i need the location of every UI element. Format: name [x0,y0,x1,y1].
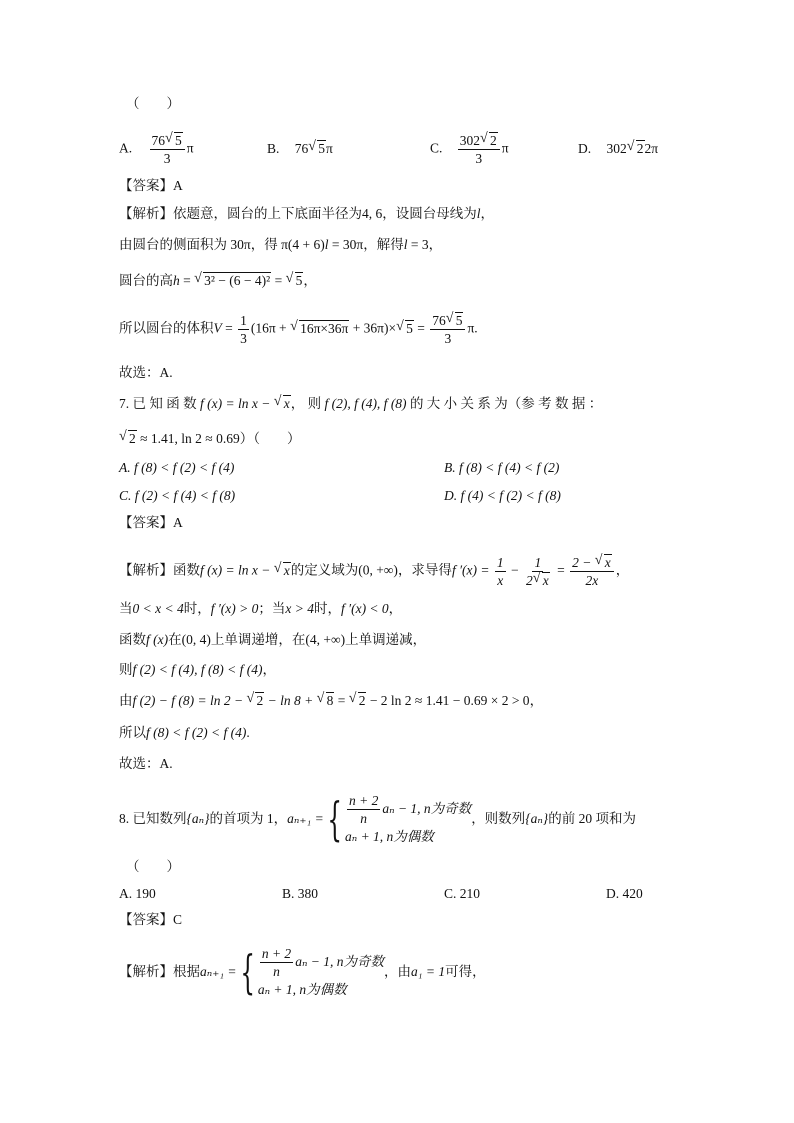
q7-analysis-line-6: 所以f (8) < f (2) < f (4). [119,725,250,740]
q7-analysis-line-3: 函数f (x)在(0, 4)上单调递增，在(4, +∞)上单调递减， [119,632,427,647]
q7-analysis-line-4: 则f (2) < f (4), f (8) < f (4)， [119,662,276,677]
q7-conclusion: 故选：A. [119,756,173,771]
q7-stem: 7. 已 知 函 数 f (x) = ln x − √ x， 则 f (2), f (4), f (8) 的 大 小 关 系 为（参 考 数 据 ： [119,395,602,413]
q7-analysis-line-5: 由f (2) − f (8) = ln 2 − √ 2 − ln 8 + √ 8 = √ 2 − 2 ln 2 ≈ 1.41 − 0.69 × 2 > 0， [119,692,543,710]
q8-answer: 【答案】C [119,912,183,928]
q8-analysis-line-1: 【解析】 根据 aₙ₊₁ = { $\frac{n + 2}{n}$ aₙ − 1, n为奇数 aₙ + 1, n为偶数 ，由 a₁ = 1 可得， [119,945,486,999]
q7-option-c: C. f (2) < f (4) < f (8) [119,488,236,503]
q6-analysis-line-4: 所以圆台的体积V = $\frac{1}{3}$ (16π + √ 16π×36π + 36π)×√ 5 = $\frac{76√ 5}{3}$ π. [119,313,478,346]
q7-option-d: D. f (4) < f (2) < f (8) [444,488,561,503]
q6-option-d: D. 302√ 22π [578,140,658,158]
q7-answer: 【答案】A [119,515,183,531]
q6-option-b: B. 76√ 5π [267,140,333,158]
q8-option-c: C. 210 [444,886,481,901]
q8-option-a: A. 190 [119,886,156,901]
q7-option-b: B. f (8) < f (4) < f (2) [444,460,560,475]
q7-option-a: A. f (8) < f (2) < f (4) [119,460,235,475]
q7-stem-line-2: √ 2 ≈ 1.41, ln 2 ≈ 0.69）（ ） [119,430,300,448]
q8-paren: （ ） [126,859,180,874]
q6-answer: 【答案】A [119,178,183,194]
q7-analysis-line-1: 【解析】函数f (x) = ln x − √ x的定义域为(0, +∞)，求导得f ′(x) = $\frac{1}{x}$ − $\frac{1}{2√ x}$ = $\frac{2 - √ x}{2x}$ ， [119,555,629,588]
q6-analysis-line-1: 【解析】依题意，圆台的上下底面半径为4, 6，设圆台母线为l， [119,206,495,222]
q6-paren: （ ） [126,96,180,111]
q8-option-d: D. 420 [606,886,643,901]
q8-stem: 8. 已知数列 {aₙ} 的首项为 1， aₙ₊₁ = { $\frac{n + 2}{n}$ aₙ − 1, n为奇数 aₙ + 1, n为偶数 ，则数列 {aₙ} 的前 20 项和为 [119,792,636,846]
q6-option-a: A. $\frac{76√ 5}{3}$ π [119,133,194,166]
q6-conclusion: 故选：A. [119,365,173,380]
q6-option-c: C. $\frac{302√ 2}{3}$ π [430,133,509,166]
q7-analysis-line-2: 当0 < x < 4时，f ′(x) > 0；当x > 4时，f ′(x) < 0， [119,601,403,616]
q6-analysis-line-3: 圆台的高h = √ 3² − (6 − 4)² = √ 5， [119,272,317,290]
q6-analysis-line-2: 由圆台的侧面积为 30π，得 π(4 + 6)l = 30π，解得l = 3， [119,237,443,252]
q8-option-b: B. 380 [282,886,319,901]
